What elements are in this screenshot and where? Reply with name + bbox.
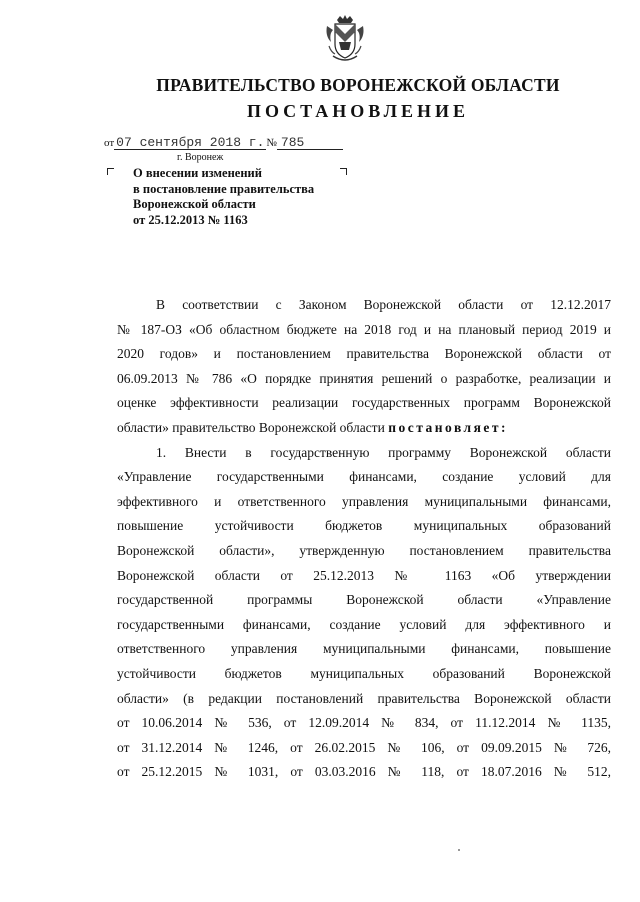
document-body [117, 293, 611, 785]
body-line: «Управление государственными финансами, создание условий для [117, 469, 611, 485]
body-line: устойчивости бюджетов муниципальных образований Воронежской [117, 665, 611, 681]
body-line: области» (в редакции постановлений правительства Воронежской области [117, 690, 611, 706]
subject-line: О внесении изменений [133, 166, 262, 180]
date-number-line [104, 135, 343, 150]
document-type-title: ПОСТАНОВЛЕНИЕ [246, 101, 470, 121]
body-line: В соответствии с Законом Воронежской области от 12.12.2017 [156, 297, 611, 312]
document-number: 785 [280, 135, 305, 150]
body-line: государственными финансами, создание условий для эффективного и [117, 616, 611, 632]
date-prefix: от [104, 137, 115, 149]
document-date: 07 сентября 2018 г. [116, 135, 265, 150]
body-line [117, 416, 611, 441]
body-line: Воронежской области от 25.12.2013 № 1163 «Об утверждении [117, 567, 611, 583]
body-line: ответственного управления муниципальными финансами, повышение [117, 641, 611, 657]
government-title: ПРАВИТЕЛЬСТВО ВОРОНЕЖСКОЙ ОБЛАСТИ [156, 75, 560, 95]
subject-bracket-left [107, 168, 114, 175]
number-prefix: № [266, 137, 277, 149]
subject-line: от 25.12.2013 № 1163 [133, 212, 248, 227]
body-text: области» правительство Воронежской области [117, 419, 385, 435]
body-line: от 10.06.2014 № 536, от 12.09.2014 № 834, от 11.12.2014 № 1135, [117, 715, 611, 731]
subject-block [133, 166, 373, 228]
body-line: от 31.12.2014 № 1246, от 26.02.2015 № 106, от 09.09.2015 № 726, [117, 739, 611, 755]
body-line: 2020 годов» и постановлением правительства Воронежской области от [117, 346, 611, 362]
decrees-word: постановляет: [388, 419, 509, 435]
subject-line: Воронежской области [133, 197, 256, 211]
page-speck [458, 849, 460, 851]
body-line: оценке эффективности реализации государственных программ Воронежской [117, 395, 611, 411]
body-line: эффективного и ответственного управления муниципальными финансами, [117, 493, 611, 509]
body-line: 1. Внести в государственную программу Воронежской области [156, 444, 611, 460]
body-line: повышение устойчивости бюджетов муниципальных образований [117, 518, 611, 534]
subject-line: в постановление правительства [133, 181, 315, 196]
body-line: № 187-ОЗ «Об областном бюджете на 2018 год и на плановый период 2019 и [117, 321, 611, 337]
body-line: государственной программы Воронежской области «Управление [117, 592, 611, 608]
city-label: г. Воронеж [177, 152, 224, 163]
body-line: Воронежской области», утвержденную постановлением правительства [117, 542, 611, 558]
body-line: 06.09.2013 № 786 «О порядке принятия решений о разработке, реализации и [117, 370, 611, 386]
body-line: от 25.12.2015 № 1031, от 03.03.2016 № 118, от 18.07.2016 № 512, [117, 764, 611, 780]
coat-of-arms-icon [323, 12, 367, 64]
